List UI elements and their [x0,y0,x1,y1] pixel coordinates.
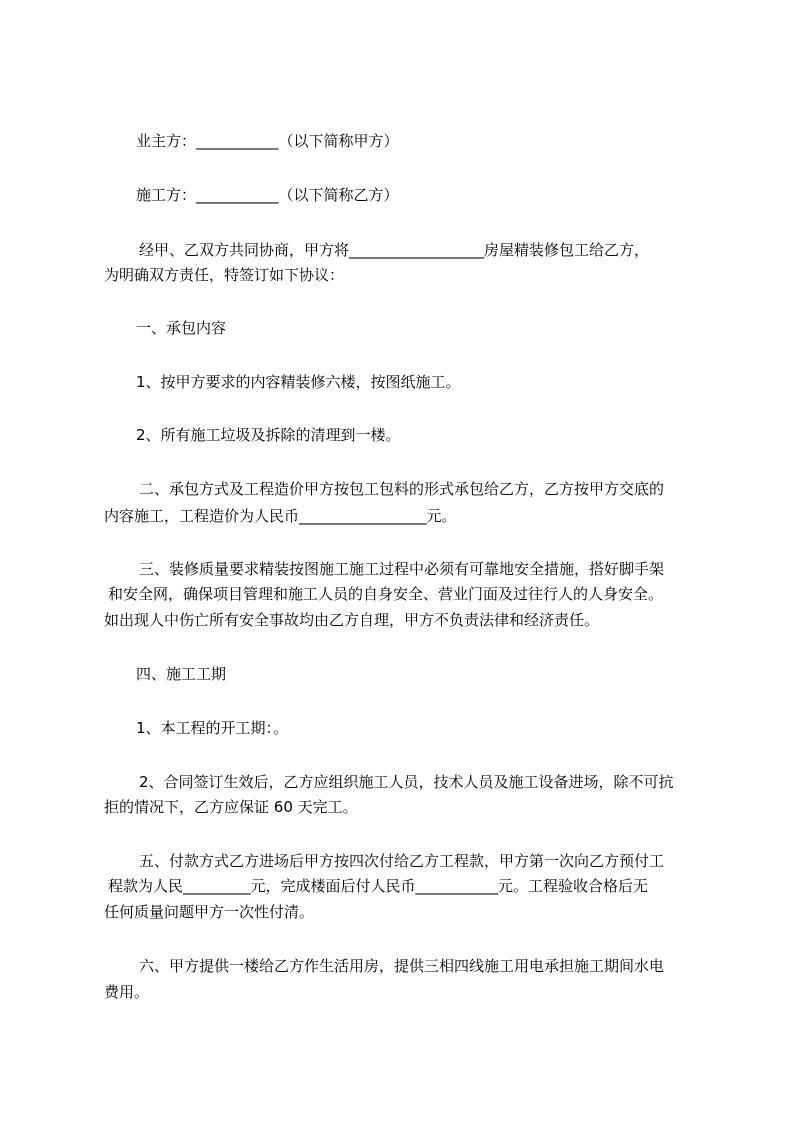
clause-1-2: 2、所有施工垃圾及拆除的清理到一楼。 [136,426,401,444]
owner-line: 业主方：___________（以下简称甲方） [136,132,399,150]
section-5-line-1: 五、付款方式乙方进场后甲方按四次付给乙方工程款，甲方第一次向乙方预付工 [139,852,665,870]
section-5-line-3: 任何质量问题甲方一次性付清。 [104,903,315,921]
contractor-line: 施工方：___________（以下简称乙方） [136,186,399,204]
clause-4-2-line-2: 拒的情况下，乙方应保证 60 天完工。 [104,798,358,816]
section-6-line-2: 费用。 [104,983,150,1001]
clause-1-1: 1、按甲方要求的内容精装修六楼，按图纸施工。 [136,373,461,391]
section-3-line-2: 和安全网，确保项目管理和施工人员的自身安全、营业门面及过往行人的人身安全。 [108,585,664,603]
intro-paragraph-line-1: 经甲、乙双方共同协商，甲方将__________________房屋精装修包工给乙方， [139,241,650,259]
section-heading-1: 一、承包内容 [136,319,227,337]
clause-4-2-line-1: 2、合同签订生效后，乙方应组织施工人员，技术人员及施工设备进场，除不可抗 [139,773,674,791]
section-3-line-3: 如出现人中伤亡所有安全事故均由乙方自理，甲方不负责法律和经济责任。 [104,611,600,629]
section-2-line-1: 二、承包方式及工程造价甲方按包工包料的形式承包给乙方，乙方按甲方交底的 [139,480,665,498]
section-3-line-1: 三、装修质量要求精装按图施工施工过程中必须有可靠地安全措施，搭好脚手架 [139,560,665,578]
section-heading-4: 四、施工工期 [136,665,227,683]
section-6-line-1: 六、甲方提供一楼给乙方作生活用房，提供三相四线施工用电承担施工期间水电 [139,957,665,975]
section-5-line-2: 程款为人民_________元，完成楼面后付人民币___________元。工程验收合格后无 [108,877,649,895]
intro-paragraph-line-2: 为明确双方责任，特签订如下协议： [104,266,345,284]
clause-4-1: 1、本工程的开工期：。 [136,719,289,737]
section-2-line-2: 内容施工，工程造价为人民币_________________元。 [104,507,457,525]
